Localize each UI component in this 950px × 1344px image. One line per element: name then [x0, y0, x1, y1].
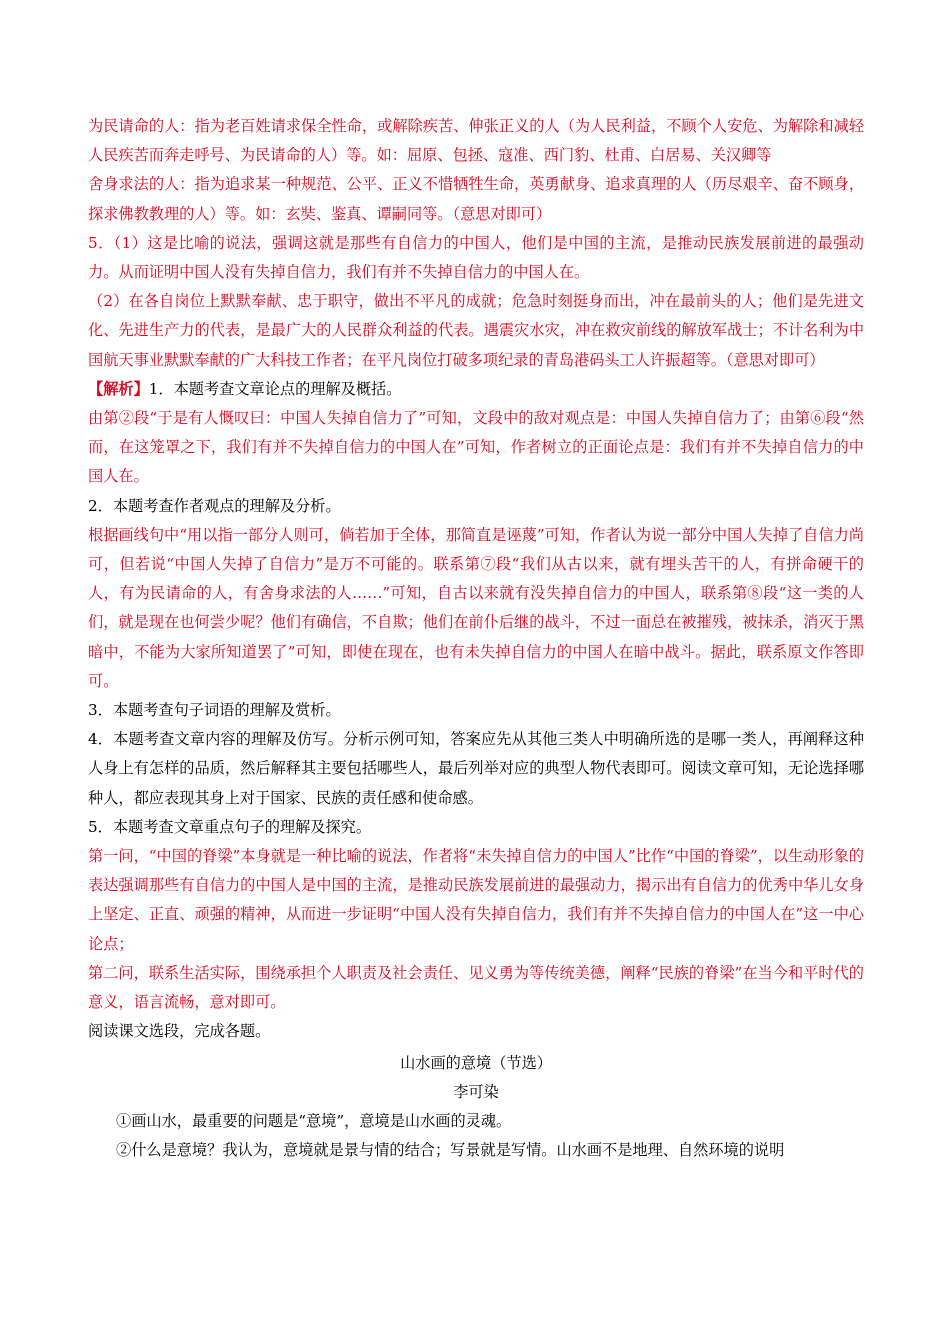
- analysis-q4-body: 4．本题考查文章内容的理解及仿写。分析示例可知，答案应先从其他三类人中明确所选的是哪一类人，再阐释这种人身上有怎样的品质，然后解释其主要包括哪些人，最后列举对应的典型人物代表即可。阅读文章可知，无论选择哪种人，都应表现其身上对于国家、民族的责任感和使命感。: [88, 730, 864, 807]
- analysis-q1-heading-text: 1．本题考查文章论点的理解及概括。: [148, 379, 402, 398]
- answer-q5-part2: （2）在各自岗位上默默奉献、忠于职守，做出不平凡的成就；危急时刻挺身而出，冲在最前头的人；他们是先进文化、先进生产力的代表，是最广大的人民群众利益的代表。遇震灾水灾，冲在救灾前线的解放军战士；不计名利为中国航天事业默默奉献的广大科技工作者；在平凡岗位打破多项纪录的青岛港码头工人许振超等。（意思对即可）: [88, 292, 864, 369]
- analysis-label: 【解析】: [88, 379, 149, 398]
- reading-paragraph-2: ②什么是意境？我认为，意境就是景与情的结合；写景就是写情。山水画不是地理、自然环境的说明: [116, 1141, 785, 1160]
- reading-author: 李可染: [453, 1082, 499, 1101]
- analysis-q5-body-2: 第二问，联系生活实际，围绕承担个人职责及社会责任、见义勇为等传统美德，阐释“民族的脊梁”在当今和平时代的意义，语言流畅，意对即可。: [88, 963, 864, 1012]
- analysis-q5-heading: 5．本题考查文章重点句子的理解及探究。: [88, 817, 372, 836]
- analysis-q1-body: 由第②段“于是有人慨叹曰：中国人失掉自信力了”可知，文段中的敌对观点是：中国人失掉自信力了；由第⑥段“然而，在这笼罩之下，我们有并不失掉自信力的中国人在”可知，作者树立的正面论点是：我们有并不失掉自信力的中国人在。: [88, 409, 864, 486]
- analysis-q3-heading: 3．本题考查句子词语的理解及赏析。: [88, 701, 341, 720]
- analysis-q2-body: 根据画线句中“用以指一部分人则可，倘若加于全体，那简直是诬蔑”可知，作者认为说一部分中国人失掉了自信力尚可，但若说“中国人失掉了自信力”是万不可能的。联系第⑦段“我们从古以来，就有埋头苦干的人，有拼命硬干的人，有为民请命的人，有舍身求法的人……”可知，自古以来就有没失掉自信力的中国人，联系第⑧段“这一类的人们，就是现在也何尝少呢？他们有确信，不自欺；他们在前仆后继的战斗，不过一面总在被摧残，被抹杀，消灭于黑暗中，不能为大家所知道罢了”可知，即使在现在，也有未失掉自信力的中国人在暗中战斗。据此，联系原文作答即可。: [88, 525, 864, 690]
- reading-paragraph-1: ①画山水，最重要的问题是“意境”，意境是山水画的灵魂。: [116, 1111, 512, 1130]
- analysis-q2-heading: 2．本题考查作者观点的理解及分析。: [88, 496, 341, 515]
- reading-title: 山水画的意境（节选）: [400, 1053, 552, 1072]
- analysis-q5-body-1: 第一问，“中国的脊梁”本身就是一种比喻的说法，作者将“未失掉自信力的中国人”比作“中国的脊梁”，以生动形象的表达强调那些有自信力的中国人是中国的主流，是推动民族发展前进的最强动力，揭示出有自信力的优秀中华儿女身上坚定、正直、顽强的精神，从而进一步证明“中国人没有失掉自信力，我们有并不失掉自信力的中国人在”这一中心论点；: [88, 847, 864, 953]
- answer-people-1: 为民请命的人：指为老百姓请求保全性命，或解除疾苦、伸张正义的人（为人民利益，不顾个人安危、为解除和减轻人民疾苦而奔走呼号、为民请命的人）等。如：屈原、包拯、寇准、西门豹、杜甫、白居易、关汉卿等: [88, 117, 864, 165]
- analysis-q1-heading: [88, 375, 864, 404]
- answer-q5-part1: 5．（1）这是比喻的说法，强调这就是那些有自信力的中国人，他们是中国的主流，是推动民族发展前进的最强动力。从而证明中国人没有失掉自信力，我们有并不失掉自信力的中国人在。: [88, 233, 864, 282]
- reading-intro: 阅读课文选段，完成各题。: [88, 1022, 271, 1041]
- answer-people-2: 舍身求法的人：指为追求某一种规范、公平、正义不惜牺牲生命，英勇献身、追求真理的人（历尽艰辛、奋不顾身，探求佛教教理的人）等。如：玄奘、鉴真、谭嗣同等。（意思对即可）: [88, 175, 864, 223]
